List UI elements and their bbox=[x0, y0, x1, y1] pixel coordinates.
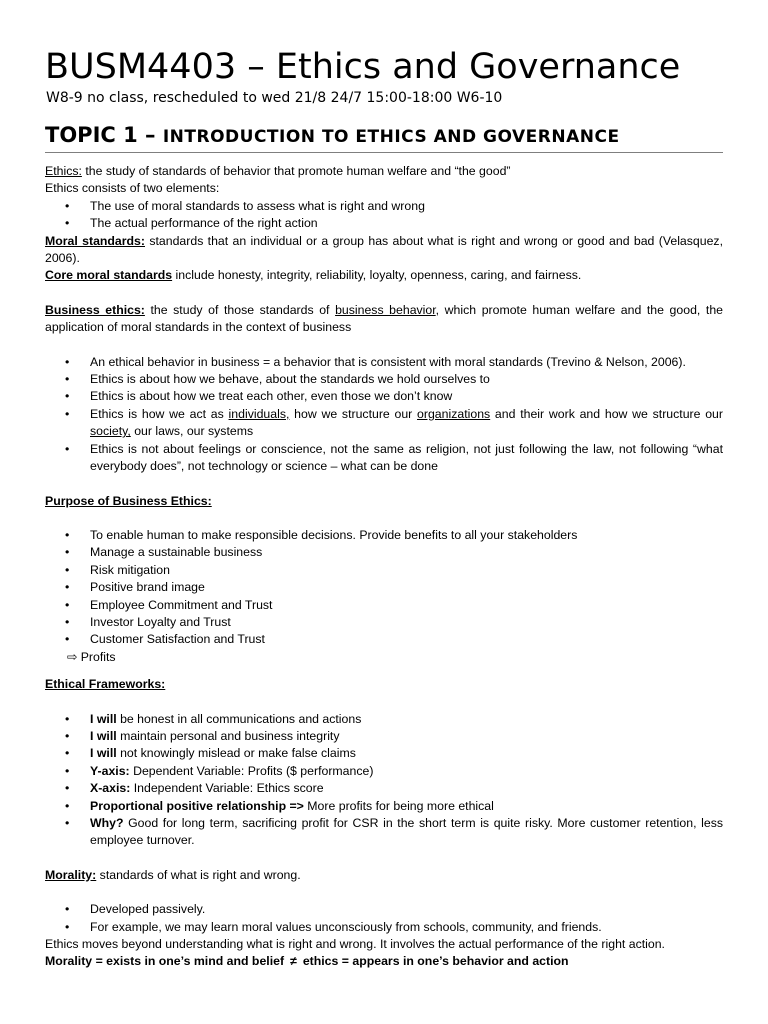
morality-list bbox=[45, 901, 723, 936]
morality-side: Morality = exists in one’s mind and belief bbox=[45, 954, 285, 969]
organizations-word: organizations bbox=[417, 406, 491, 421]
item-text: Good for long term, sacrificing profit for CSR in the short term is quite risky. More customer retention, less employee turnover. bbox=[90, 816, 723, 848]
business-ethics-def-part: , which promote human welfare and the good, the application of moral standards in the context of business bbox=[45, 302, 724, 335]
document-page bbox=[45, 46, 723, 971]
topic-title: INTRODUCTION TO ETHICS AND GOVERNANCE bbox=[162, 127, 620, 147]
ethics-def: the study of standards of behavior that promote human welfare and “the good” bbox=[81, 164, 511, 178]
frameworks-list bbox=[45, 711, 723, 850]
society-word: society, bbox=[90, 424, 131, 439]
list-item: • Manage a sustainable business bbox=[45, 544, 723, 561]
individuals-word: individuals, bbox=[228, 406, 290, 421]
list-item bbox=[45, 711, 723, 728]
moral-standards-term: Moral standards: bbox=[45, 233, 145, 248]
schedule-note: W8-9 no class, rescheduled to wed 21/8 24/7 15:00-18:00 W6-10 bbox=[46, 90, 503, 106]
item-text: maintain personal and business integrity bbox=[116, 728, 340, 743]
list-item: • For example, we may learn moral values unconsciously from schools, community, and friends. bbox=[45, 919, 723, 936]
list-item: • An ethical behavior in business = a behavior that is consistent with moral standards (Trevino & Nelson, 2006). bbox=[45, 354, 723, 371]
morality-def: standards of what is right and wrong. bbox=[96, 867, 301, 882]
moral-standards-definition bbox=[45, 233, 723, 268]
morality-definition bbox=[45, 867, 723, 884]
purpose-heading-text: Purpose of Business Ethics: bbox=[45, 493, 212, 508]
item-text: Dependent Variable: Profits ($ performance) bbox=[129, 763, 374, 778]
list-item: • Investor Loyalty and Trust bbox=[45, 614, 723, 631]
bold-lead: Proportional positive relationship => bbox=[90, 798, 304, 813]
list-item bbox=[45, 406, 723, 441]
text: and their work and how we structure our bbox=[490, 406, 723, 421]
text: how we structure our bbox=[289, 406, 418, 421]
profits-line bbox=[45, 649, 723, 666]
profits-text: Profits bbox=[77, 649, 116, 664]
frameworks-heading-text: Ethical Frameworks: bbox=[45, 677, 166, 692]
ethics-term: Ethics: bbox=[45, 164, 82, 178]
list-item: • Ethics is not about feelings or conscience, not the same as religion, not just following the law, not following “what everybody does”, not technology or science – what can be done bbox=[45, 441, 723, 476]
core-moral-standards bbox=[45, 267, 723, 284]
bold-lead: X-axis: bbox=[90, 781, 131, 796]
core-standards-term: Core moral standards bbox=[45, 268, 173, 283]
moral-standards-def: standards that an individual or a group has about what is right and wrong or good and bad (Velasquez, 2006). bbox=[45, 233, 723, 266]
document-body bbox=[45, 163, 723, 971]
frameworks-heading bbox=[45, 676, 723, 693]
right-arrow-icon: ⇨ bbox=[67, 649, 78, 664]
list-item: • Risk mitigation bbox=[45, 562, 723, 579]
list-item: • Employee Commitment and Trust bbox=[45, 597, 723, 614]
text: our laws, our systems bbox=[130, 424, 254, 439]
bold-lead: I will bbox=[90, 728, 117, 743]
page-title: BUSM4403 – Ethics and Governance bbox=[45, 47, 681, 87]
text: Ethics is how we act as bbox=[90, 406, 229, 421]
bold-lead: Why? bbox=[90, 816, 124, 830]
item-text: More profits for being more ethical bbox=[303, 798, 494, 813]
list-item bbox=[45, 815, 723, 850]
morality-vs-ethics bbox=[45, 953, 723, 970]
list-item: • The use of moral standards to assess what is right and wrong bbox=[45, 198, 723, 215]
topic-number: TOPIC 1 – bbox=[45, 123, 163, 147]
bold-lead: Y-axis: bbox=[90, 763, 130, 778]
list-item: • Developed passively. bbox=[45, 901, 723, 918]
elements-list bbox=[45, 198, 723, 233]
business-ethics-list bbox=[45, 354, 723, 476]
list-item: • Positive brand image bbox=[45, 579, 723, 596]
list-item bbox=[45, 780, 723, 797]
not-equal-icon: ≠ bbox=[290, 954, 297, 969]
list-item: • Ethics is about how we treat each other, even those we don’t know bbox=[45, 388, 723, 405]
business-behavior-link: business behavior bbox=[335, 302, 436, 317]
list-item: • Ethics is about how we behave, about the standards we hold ourselves to bbox=[45, 371, 723, 388]
purpose-list bbox=[45, 527, 723, 649]
purpose-heading bbox=[45, 493, 723, 510]
list-item bbox=[45, 763, 723, 780]
list-item: • The actual performance of the right action bbox=[45, 215, 723, 232]
ethics-definition bbox=[45, 163, 723, 180]
topic-heading bbox=[45, 122, 723, 153]
list-item: • Customer Satisfaction and Trust bbox=[45, 631, 723, 648]
list-item bbox=[45, 745, 723, 762]
list-item bbox=[45, 798, 723, 815]
item-text: not knowingly mislead or make false claims bbox=[116, 746, 356, 761]
elements-intro: Ethics consists of two elements: bbox=[45, 181, 220, 196]
list-item: • To enable human to make responsible decisions. Provide benefits to all your stakeholders bbox=[45, 527, 723, 544]
ethics-beyond-line: Ethics moves beyond understanding what is right and wrong. It involves the actual performance of the right action. bbox=[45, 937, 665, 952]
item-text: Independent Variable: Ethics score bbox=[130, 781, 324, 796]
business-ethics-term: Business ethics: bbox=[45, 302, 145, 317]
business-ethics-def-part: the study of those standards of bbox=[144, 302, 336, 317]
bold-lead: I will bbox=[90, 711, 117, 726]
ethics-side: ethics = appears in one’s behavior and action bbox=[302, 954, 569, 969]
business-ethics-definition bbox=[45, 302, 723, 337]
core-standards-def: include honesty, integrity, reliability, loyalty, openness, caring, and fairness. bbox=[172, 268, 582, 283]
morality-term: Morality: bbox=[45, 867, 97, 882]
list-item bbox=[45, 728, 723, 745]
item-text: be honest in all communications and actions bbox=[116, 711, 362, 726]
bold-lead: I will bbox=[90, 746, 117, 761]
